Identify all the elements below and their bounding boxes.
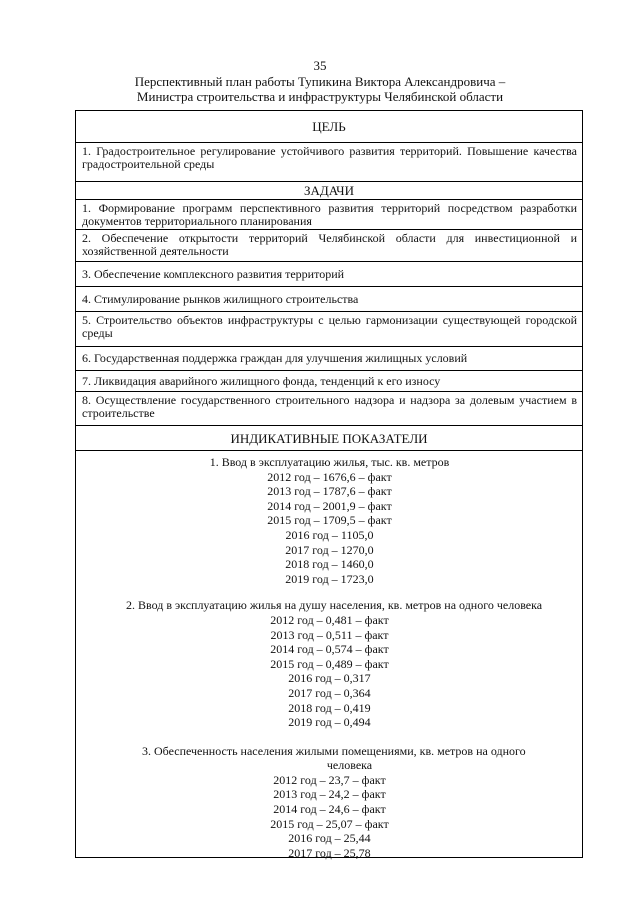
goal-row xyxy=(76,143,582,182)
indicator-value: 2018 год – 0,419 xyxy=(288,700,371,715)
title-line-2: Министра строительства и инфраструктуры Челябинской области xyxy=(136,89,504,104)
task-text: 3. Обеспечение комплексного развития территорий xyxy=(82,267,345,281)
indicator-value: 2012 год – 1676,6 – факт xyxy=(267,469,392,484)
indicator-value: 2012 год – 0,481 – факт xyxy=(270,612,389,627)
indicator-value: 2019 год – 1723,0 xyxy=(285,571,374,586)
indicator-value: 2019 год – 0,494 xyxy=(288,715,371,730)
indicator-value: 2016 год – 0,317 xyxy=(288,671,371,686)
indicator-value: 2017 год – 1270,0 xyxy=(285,542,374,557)
task-text: 2. Обеспечение открытости территорий Челябинской области для инвестиционной и хозяйственной деятельности xyxy=(82,231,577,258)
plan-table xyxy=(75,110,583,858)
indicator-value: 2013 год – 1787,6 – факт xyxy=(267,484,392,499)
task-row xyxy=(76,392,582,426)
goal-header: ЦЕЛЬ xyxy=(76,111,582,143)
indicator-value: 2014 год – 24,6 – факт xyxy=(273,802,386,817)
indicator-2-values xyxy=(82,613,577,730)
task-text: 8. Осуществление государственного строительного надзора и надзора за долевым участием в строительстве xyxy=(82,393,577,420)
task-row xyxy=(76,347,582,371)
indicator-value: 2015 год – 25,07 – факт xyxy=(270,816,389,831)
task-row xyxy=(76,312,582,347)
tasks-header: ЗАДАЧИ xyxy=(76,182,582,200)
indicator-value: 2017 год – 25,78 xyxy=(288,845,371,860)
indicator-1-title: 1. Ввод в эксплуатацию жилья, тыс. кв. метров xyxy=(209,455,450,469)
task-text: 4. Стимулирование рынков жилищного строительства xyxy=(82,292,359,306)
indicator-2-title: 2. Ввод в эксплуатацию жилья на душу населения, кв. метров на одного человека xyxy=(126,598,543,613)
indicator-value: 2014 год – 2001,9 – факт xyxy=(267,498,392,513)
indicator-value: 2015 год – 0,489 – факт xyxy=(270,656,389,671)
indicators-header: ИНДИКАТИВНЫЕ ПОКАЗАТЕЛИ xyxy=(76,426,582,451)
task-row xyxy=(76,200,582,230)
indicators-section xyxy=(76,451,582,861)
indicator-3-title xyxy=(82,744,577,773)
indicator-value: 2012 год – 23,7 – факт xyxy=(273,772,386,787)
indicator-3-values xyxy=(82,773,577,861)
page-number: 35 xyxy=(313,58,327,73)
title-line-1: Перспективный план работы Тупикина Виктора Александровича – xyxy=(134,74,506,89)
indicator-3-title-line: 3. Обеспеченность населения жилыми помещениями, кв. метров на одного xyxy=(142,743,526,758)
indicator-value: 2013 год – 24,2 – факт xyxy=(273,787,386,802)
indicator-3-title-cont: человека xyxy=(326,758,373,773)
task-text: 7. Ликвидация аварийного жилищного фонда, тенденций к его износу xyxy=(82,374,441,388)
goal-text: 1. Градостроительное регулирование устойчивого развития территорий. Повышение качества градостроительной среды xyxy=(82,144,577,171)
task-text: 5. Строительство объектов инфраструктуры с целью гармонизации существующей городской среды xyxy=(82,313,577,340)
task-text: 1. Формирование программ перспективного развития территорий посредством разработки документов территориального планирования xyxy=(82,201,577,228)
indicator-1-values xyxy=(82,470,577,587)
document-title xyxy=(60,74,580,104)
task-row xyxy=(76,371,582,392)
task-row xyxy=(76,262,582,287)
indicator-value: 2018 год – 1460,0 xyxy=(285,557,374,572)
indicator-value: 2013 год – 0,511 – факт xyxy=(270,627,389,642)
indicator-value: 2016 год – 1105,0 xyxy=(285,527,374,542)
indicator-value: 2016 год – 25,44 xyxy=(288,831,371,846)
task-text: 6. Государственная поддержка граждан для улучшения жилищных условий xyxy=(82,351,468,365)
indicator-value: 2014 год – 0,574 – факт xyxy=(270,642,389,657)
task-row xyxy=(76,287,582,312)
indicator-value: 2017 год – 0,364 xyxy=(288,685,371,700)
indicator-value: 2015 год – 1709,5 – факт xyxy=(267,513,392,528)
task-row xyxy=(76,230,582,262)
